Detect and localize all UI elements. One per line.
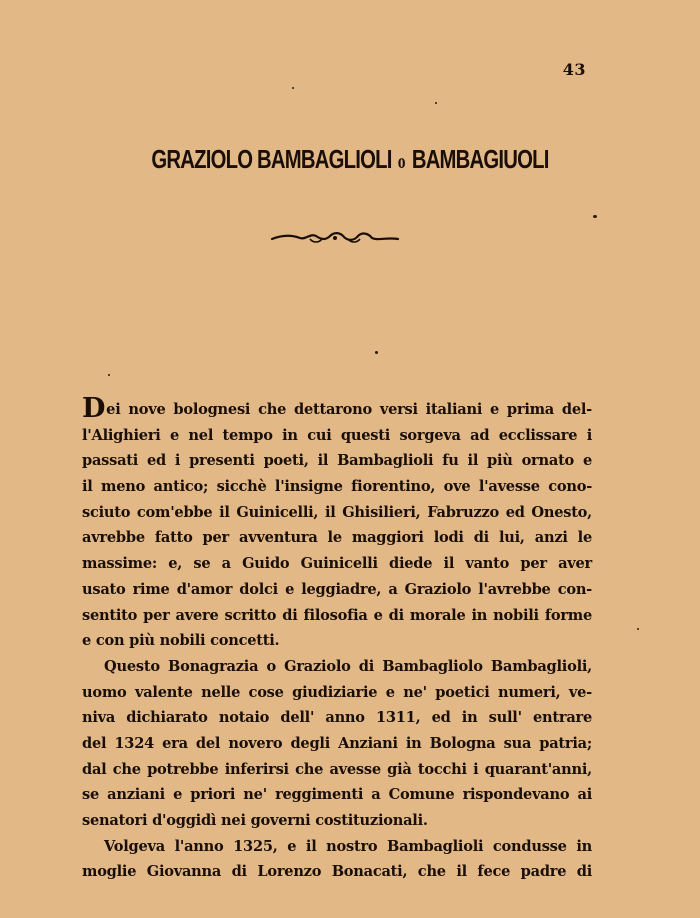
- text-line: senatori d'oggidì nei governi costituzionali.: [82, 812, 428, 829]
- text-line: usato rime d'amor dolci e leggiadre, a Graziolo l'avrebbe con-: [82, 580, 592, 598]
- text-line: se anziani e priori ne' reggimenti a Comune rispondevano ai: [82, 786, 592, 804]
- print-speck: [292, 87, 294, 89]
- text-line: Volgeva l'anno 1325, e il nostro Bambaglioli condusse in: [104, 837, 592, 855]
- text-line: dal che potrebbe inferirsi che avesse già tocchi i quarant'anni,: [82, 760, 592, 778]
- page-number: 43: [562, 60, 586, 79]
- drop-cap: D: [82, 393, 106, 424]
- text-line: l'Alighieri e nel tempo in cui questi sorgeva ad ecclissare i: [82, 426, 592, 444]
- text-line: avrebbe fatto per avventura le maggiori lodi di lui, anzi le: [82, 529, 592, 547]
- print-speck: [108, 374, 110, 376]
- chapter-title: [77, 144, 623, 175]
- body-text: [82, 393, 592, 885]
- title-variant: BAMBAGIUOLI: [411, 144, 549, 174]
- print-speck: [593, 215, 597, 218]
- text-line: il meno antico; sicchè l'insigne fiorentino, ove l'avesse cono-: [82, 478, 592, 496]
- ornament-flourish-icon: [270, 227, 400, 249]
- title-connector: o: [397, 151, 406, 173]
- text-line: passati ed i presenti poeti, il Bambaglioli fu il più ornato e: [82, 452, 592, 470]
- text-line: sciuto com'ebbe il Guinicelli, il Ghisilieri, Fabruzzo ed Onesto,: [82, 503, 592, 521]
- text-line: e con più nobili concetti.: [82, 632, 280, 650]
- text-line: uomo valente nelle cose giudiziarie e ne' poetici numeri, ve-: [82, 683, 592, 701]
- text-line: sentito per avere scritto di filosofia e di morale in nobili forme: [82, 606, 592, 624]
- print-speck: [637, 628, 639, 630]
- title-name: GRAZIOLO BAMBAGLIOLI: [151, 144, 392, 174]
- text-line: moglie Giovanna di Lorenzo Bonacati, che il fece padre di: [82, 863, 592, 881]
- text-line: del 1324 era del novero degli Anziani in Bologna sua patria;: [82, 734, 592, 752]
- text-line: Dei nove bolognesi che dettarono versi italiani e prima del-: [82, 393, 592, 424]
- text-line: massime: e, se a Guido Guinicelli diede il vanto per aver: [82, 555, 592, 573]
- print-speck: [375, 351, 378, 354]
- text-line: Questo Bonagrazia o Graziolo di Bambagliolo Bambaglioli,: [104, 657, 592, 675]
- text-line: niva dichiarato notaio dell' anno 1311, ed in sull' entrare: [82, 709, 592, 727]
- print-speck: [435, 102, 437, 104]
